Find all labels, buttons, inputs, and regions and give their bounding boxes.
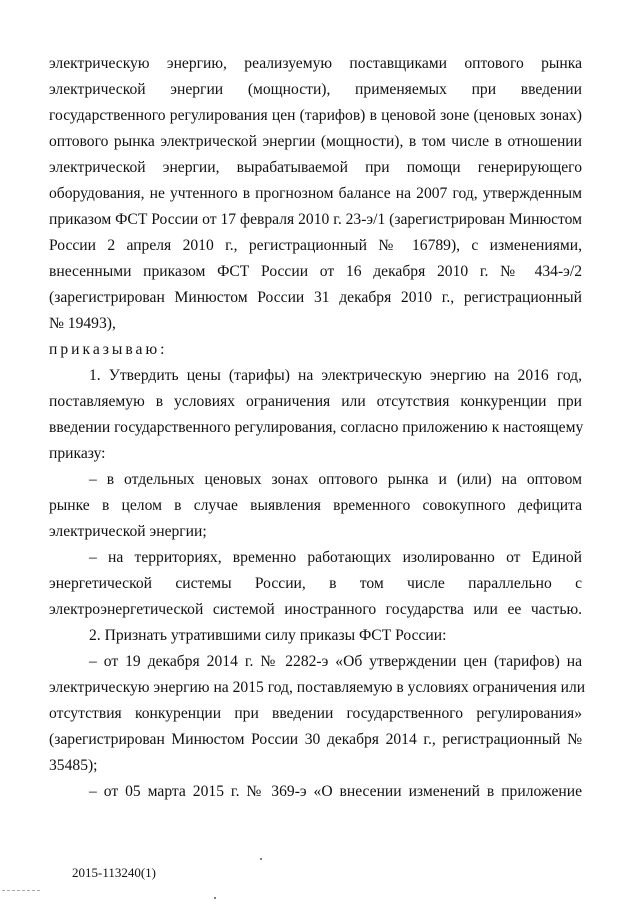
text-line: государственного регулирования цен (тарифов) в ценовой зоне (ценовых зонах) bbox=[49, 107, 582, 124]
bullet-item: – в отдельных ценовых зонах оптового рынка и (или) на оптовом bbox=[89, 471, 582, 488]
text-line: электрическую энергию на 2015 год, поставляемую в условиях ограничения или bbox=[49, 679, 586, 696]
text-line: (зарегистрирован Минюстом России 31 декабря 2010 г., регистрационный bbox=[49, 289, 582, 306]
text-line: рынке в целом в случае выявления временного совокупного дефицита bbox=[49, 497, 582, 514]
text-line: электрической энергии; bbox=[49, 523, 207, 540]
item-2-heading: 2. Признать утратившими силу приказы ФСТ России: bbox=[89, 627, 447, 644]
text-line: введении государственного регулирования, согласно приложению к настоящему bbox=[49, 419, 584, 436]
scan-speck bbox=[214, 897, 216, 899]
text-line: электрическую энергию, реализуемую поставщиками оптового рынка bbox=[49, 55, 582, 72]
text-line: поставляемую в условиях ограничения или отсутствия конкуренции при bbox=[49, 393, 582, 410]
document-footer-code: 2015-113240(1) bbox=[72, 865, 157, 880]
item-1-heading: 1. Утвердить цены (тарифы) на электрическую энергию на 2016 год, bbox=[89, 367, 582, 384]
text-line: оборудования, не учтенного в прогнозном балансе на 2007 год, утвержденным bbox=[49, 185, 582, 202]
scan-edge-mark bbox=[2, 890, 40, 891]
order-word: приказываю: bbox=[49, 341, 168, 358]
text-line: отсутствия конкуренции при введении государственного регулирования» bbox=[49, 705, 582, 722]
text-line: № 19493), bbox=[49, 315, 116, 332]
text-line: электроэнергетической системой иностранного государства или ее частью. bbox=[49, 601, 582, 618]
scan-speck bbox=[260, 858, 262, 860]
text-line: энергетической системы России, в том числе параллельно с bbox=[49, 575, 582, 592]
text-line: 35485); bbox=[49, 757, 98, 774]
text-line: приказу: bbox=[49, 445, 106, 462]
text-line: внесенными приказом ФСТ России от 16 декабря 2010 г. № 434-э/2 bbox=[49, 263, 582, 280]
text-line: электрической энергии (мощности), применяемых при введении bbox=[49, 81, 582, 98]
text-line: России 2 апреля 2010 г., регистрационный № 16789), с изменениями, bbox=[49, 237, 582, 254]
text-line: оптового рынка электрической энергии (мощности), в том числе в отношении bbox=[49, 133, 582, 150]
bullet-item: – от 05 марта 2015 г. № 369-э «О внесении изменений в приложение bbox=[89, 783, 582, 800]
bullet-item: – на территориях, временно работающих изолированно от Единой bbox=[89, 549, 582, 566]
text-line: (зарегистрирован Минюстом России 30 декабря 2014 г., регистрационный № bbox=[49, 731, 582, 748]
bullet-item: – от 19 декабря 2014 г. № 2282-э «Об утверждении цен (тарифов) на bbox=[89, 653, 582, 670]
text-line: приказом ФСТ России от 17 февраля 2010 г. 23-э/1 (зарегистрирован Минюстом bbox=[49, 211, 582, 228]
text-line: электрической энергии, вырабатываемой при помощи генерирующего bbox=[49, 159, 582, 176]
